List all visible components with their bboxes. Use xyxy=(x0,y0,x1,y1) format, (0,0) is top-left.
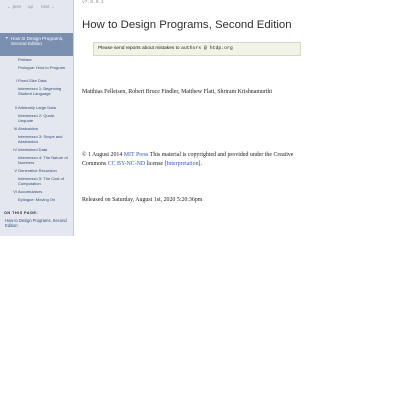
toc-label: Intertwined Data xyxy=(18,147,48,152)
toc-number: IV xyxy=(13,147,17,152)
toc-label: Accumulators xyxy=(18,189,43,194)
on-this-page-heading: ON THIS PAGE: xyxy=(4,210,39,215)
error-report-notice xyxy=(93,42,301,56)
mit-press-link[interactable]: MIT Press xyxy=(123,152,149,158)
toc-number: VI xyxy=(13,189,17,194)
release-date: Released on Saturday, August 1st, 2020 5:20:36pm xyxy=(82,197,203,203)
copyright-paragraph xyxy=(82,151,318,168)
interpretation-link[interactable]: Interpretation xyxy=(166,160,199,167)
copyright-date: © 1 August 2014 xyxy=(82,152,124,158)
on-this-page-link[interactable]: How to Design Programs, Second Edition xyxy=(5,218,67,229)
toc-label: Arbitrarily Large Data xyxy=(18,105,56,110)
version-label: v7.8.0.1 xyxy=(82,0,105,5)
copyright-text: This material is copyrighted and provided under the Creative Commons xyxy=(82,152,294,167)
sidebar-item-active-label: How to Design Programs, Second Edition xyxy=(11,35,64,46)
toc-label: Preface xyxy=(18,57,32,62)
notice-text: Please send reports about mistakes to xyxy=(98,46,181,52)
notice-email: authors @ htdp.org xyxy=(180,46,233,52)
next-link[interactable]: next → xyxy=(41,3,55,9)
top-navigation xyxy=(0,0,73,13)
toc-number: II xyxy=(14,105,17,110)
license-text: license [ xyxy=(145,160,167,167)
toc-label: Intermezzo 5: The Cost of Computation xyxy=(18,176,64,187)
up-link[interactable]: up xyxy=(28,3,33,9)
toc-label: Epilogue: Moving On xyxy=(18,197,56,202)
toc-number: III xyxy=(13,126,17,131)
expanded-triangle-icon: ▼ xyxy=(5,36,9,40)
page-title: How to Design Programs, Second Edition xyxy=(82,19,292,31)
toc-label: Intermezzo 3: Scope and Abstraction xyxy=(18,134,63,145)
prev-link[interactable]: ← prev xyxy=(7,3,22,9)
toc-label: Prologue: How to Program xyxy=(18,65,66,70)
toc-label: Generative Recursion xyxy=(18,168,57,173)
toc-label: Intermezzo 4: The Nature of Numbers xyxy=(18,155,68,166)
toc-label: Intermezzo 2: Quote, Unquote xyxy=(18,113,56,124)
authors-line: Matthias Felleisen, Robert Bruce Findler, Matthew Flatt, Shriram Krishnamurthi xyxy=(82,89,273,95)
license-close: ]. xyxy=(198,160,202,167)
sidebar-item-active[interactable] xyxy=(0,33,73,56)
toc-label: Intermezzo 1: Beginning Student Language xyxy=(18,86,62,97)
toc-label: Abstraction xyxy=(18,126,39,131)
toc-label: Fixed-Size Data xyxy=(18,78,47,83)
license-link[interactable]: CC BY-NC-ND xyxy=(107,160,146,167)
toc-number: V xyxy=(14,168,17,173)
sidebar xyxy=(0,0,74,236)
toc-number: I xyxy=(15,78,17,83)
